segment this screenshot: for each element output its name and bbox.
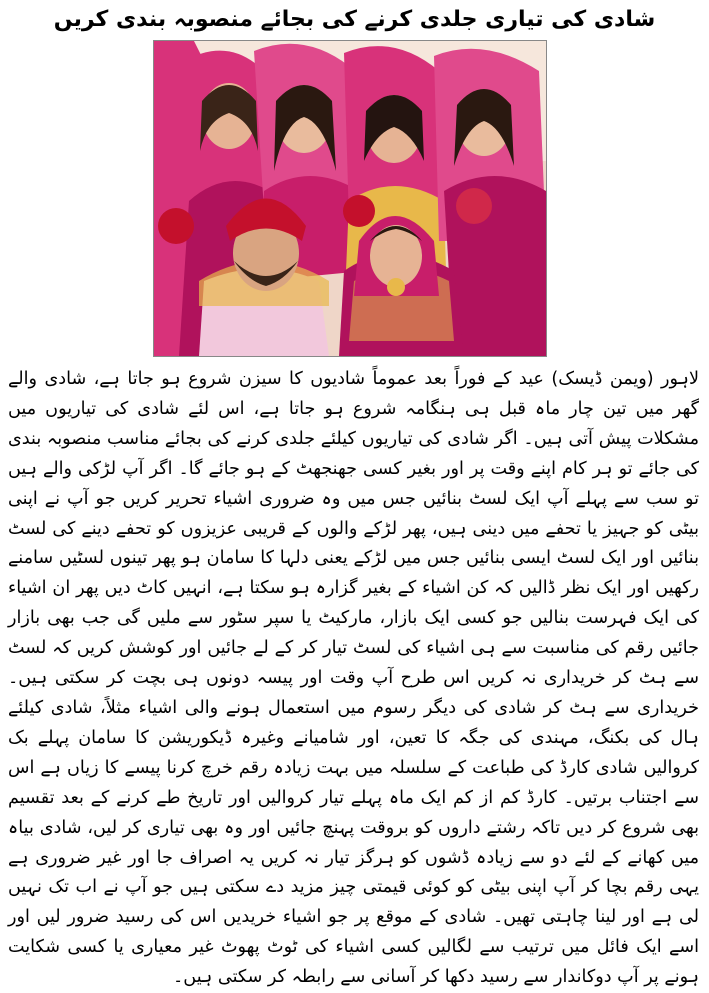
wedding-photo [153, 40, 547, 357]
article-body [8, 365, 699, 988]
headline: شادی کی تیاری جلدی کرنے کی بجائے منصوبہ بندی کریں [53, 7, 656, 32]
wedding-photo-illustration [154, 41, 546, 356]
article-paragraph: لاہور (ویمن ڈیسک) عید کے فوراً بعد عموماً شادیوں کا سیزن شروع ہو جاتا ہے، شادی والے گھر میں تین چار ماہ قبل ہی ہنگامہ شروع ہو جاتا ہے، اس لئے شادی کی تیاریوں میں مشکلات پیش آتی ہیں۔ اگر شادی کی تیاریوں کیلئے جلدی کرنے کی بجائے مناسب منصوبہ بندی کی جائے تو ہر کام اپنے وقت پر اور بغیر کسی جھنجھٹ کے ہو جائے گا۔ اگر آپ لڑکی والے ہیں تو سب سے پہلے آپ ایک لسٹ بنائیں جس میں وہ ضروری اشیاء تحریر کریں جو آپ نے اپنی بیٹی کو جہیز یا تحفے میں دینی ہیں، پھر لڑکے والوں کے قریبی عزیزوں کو تحفے دینے کی لسٹ بنائیں اور ایک لسٹ ایسی بنائیں جس میں لڑکے یعنی دلہا کا سامان ہو پھر تینوں لسٹیں سامنے رکھیں اور ایک نظر ڈالیں کہ کن اشیاء کے بغیر گزارہ ہو سکتا ہے، انہیں کاٹ دیں پھر ان اشیاء کی ایک فہرست بنالیں جو کسی ایک بازار، مارکیٹ یا سپر سٹور سے ملیں گی جب بھی بازار جائیں رقم کی مناسبت سے ہی اشیاء کی لسٹ تیار کر کے لے جائیں اور کوشش کریں کہ لسٹ سے ہٹ کر خریداری نہ کریں اس طرح آپ وقت اور پیسہ دونوں ہی بچت کر سکتی ہیں۔ خریداری سے ہٹ کر شادی کی دیگر رسوم میں استعمال ہونے والی اشیاء مثلاً، شادی کیلئے ہال کی بکنگ، مہندی کی جگہ کا تعین، اور شامیانے وغیرہ ڈیکوریشن کا سامان پہلے بک کروالیں شادی کارڈ کی طباعت کے سلسلہ میں بہت زیادہ رقم خرچ کرنا پیسے کا زیاں ہے اس سے اجتناب برتیں۔ کارڈ کم از کم ایک ماہ پہلے تیار کروالیں اور تاریخ طے کرنے کے بعد تقسیم بھی شروع کر دیں تاکہ رشتے داروں کو بروقت پہنچ جائیں اور وہ بھی تیاری کر لیں، شادی بیاہ میں کھانے کے لئے دو سے زیادہ ڈشوں کو ہرگز تیار نہ کریں یہ اصراف جا اور غیر ضروری ہے یہی رقم بچا کر آپ اپنی بیٹی کو کوئی قیمتی چیز مزید دے سکتی ہیں جو آپ نے اب تک نہیں لی ہے اور لینا چاہتی تھیں۔ شادی کے موقع پر جو اشیاء خریدیں اس کی رسید ضرور لیں اور اسے ایک فائل میں ترتیب سے لگالیں کسی اشیاء کی ٹوٹ پھوٹ غیر معیاری یا کسی شکایت ہونے پر آپ دوکاندار سے رسید دکھا کر آسانی سے رابطہ کر سکتی ہیں۔ [8, 369, 699, 988]
